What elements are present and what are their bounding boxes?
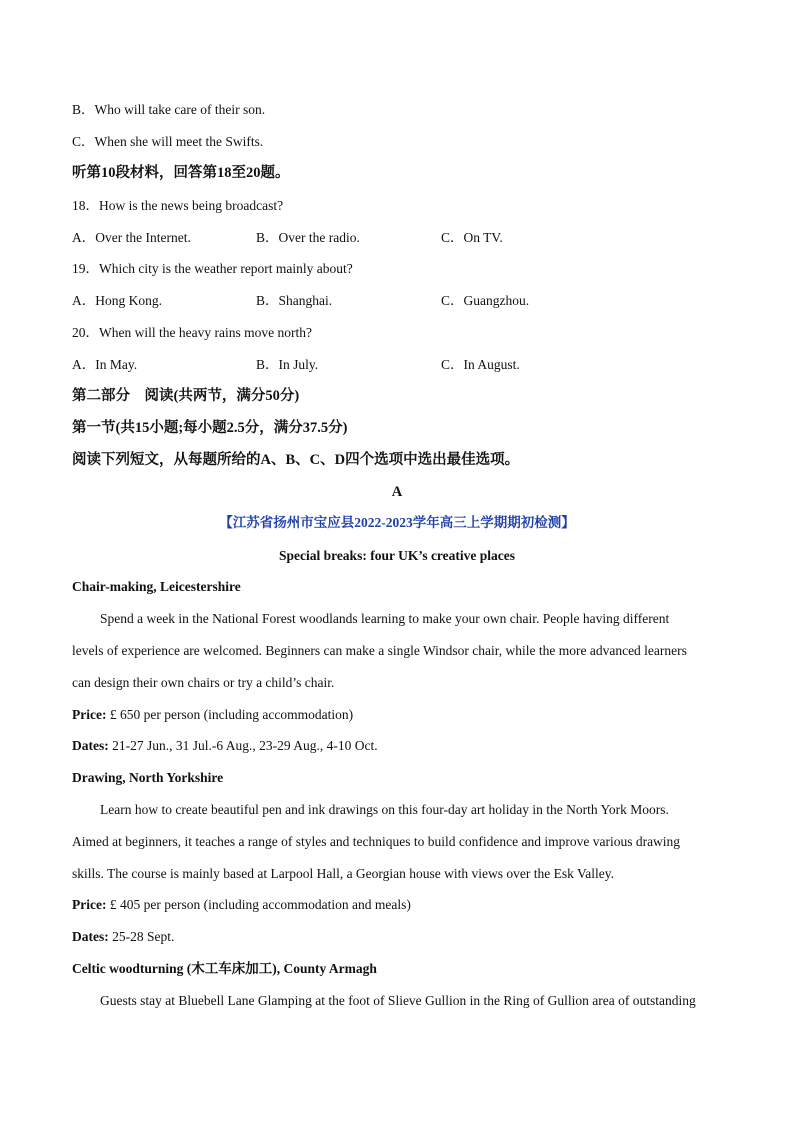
q19-stem: 19．Which city is the weather report mainly about? — [72, 261, 353, 276]
price-value: £ 405 per person (including accommodation and meals) — [106, 897, 411, 912]
q20-option-c: C．In August. — [441, 357, 520, 372]
dates-label: Dates: — [72, 929, 109, 944]
section-heading-chair-making: Chair-making, Leicestershire — [72, 579, 241, 594]
price-label: Price: — [72, 897, 107, 912]
dates-label: Dates: — [72, 738, 109, 753]
paragraph-line: Learn how to create beautiful pen and ink drawings on this four-day art holiday in the North York Moors. — [100, 802, 669, 817]
paragraph-line: skills. The course is mainly based at Larpool Hall, a Georgian house with views over the Esk Valley. — [72, 866, 615, 881]
dates-line — [72, 737, 378, 755]
q20-option-a: A．In May. — [72, 357, 138, 372]
section-heading-drawing: Drawing, North Yorkshire — [72, 770, 224, 785]
reading-instructions: 阅读下列短文，从每题所给的A、B、C、D四个选项中选出最佳选项。 — [72, 452, 520, 468]
q18-option-a: A．Over the Internet. — [72, 230, 191, 245]
part2-header: 第二部分 阅读(共两节，满分50分) — [72, 388, 300, 404]
q17-option-b: B．Who will take care of their son. — [72, 102, 266, 117]
passage-letter: A — [391, 484, 403, 500]
paragraph-line: Guests stay at Bluebell Lane Glamping at the foot of Slieve Gullion in the Ring of Gullion area of outstanding — [100, 993, 696, 1008]
q18-option-b: B．Over the radio. — [256, 230, 360, 245]
dates-line — [72, 928, 174, 946]
paragraph-line: can design their own chairs or try a child’s chair. — [72, 675, 335, 690]
dates-value: 21-27 Jun., 31 Jul.-6 Aug., 23-29 Aug., 4-10 Oct. — [108, 738, 378, 753]
dates-value: 25-28 Sept. — [108, 929, 175, 944]
paragraph-line: Spend a week in the National Forest woodlands learning to make your own chair. People having different — [100, 611, 670, 626]
paragraph-line: Aimed at beginners, it teaches a range of styles and techniques to build confidence and improve various drawing — [72, 834, 681, 849]
section-heading-woodturning: Celtic woodturning (木工车床加工), County Armagh — [72, 961, 377, 976]
q20-option-b: B．In July. — [256, 357, 319, 372]
q17-option-c: C．When she will meet the Swifts. — [72, 134, 264, 149]
q20-stem: 20．When will the heavy rains move north? — [72, 325, 312, 340]
section1-header: 第一节(共15小题;每小题2.5分，满分37.5分) — [72, 420, 348, 436]
price-value: £ 650 per person (including accommodation) — [106, 707, 354, 722]
q18-stem: 18．How is the news being broadcast? — [72, 198, 284, 213]
q19-option-b: B．Shanghai. — [256, 293, 333, 308]
section10-header: 听第10段材料，回答第18至20题。 — [72, 165, 290, 181]
q19-option-a: A．Hong Kong. — [72, 293, 162, 308]
price-label: Price: — [72, 707, 107, 722]
passage-source: 【江苏省扬州市宝应县2022-2023学年高三上学期期初检测】 — [219, 515, 575, 530]
q19-option-c: C．Guangzhou. — [441, 293, 530, 308]
q18-option-c: C．On TV. — [441, 230, 503, 245]
paragraph-line: levels of experience are welcomed. Beginners can make a single Windsor chair, while the more advanced learners — [72, 643, 687, 658]
passage-title: Special breaks: four UK’s creative places — [278, 548, 516, 563]
price-line — [72, 706, 353, 724]
price-line — [72, 896, 411, 914]
